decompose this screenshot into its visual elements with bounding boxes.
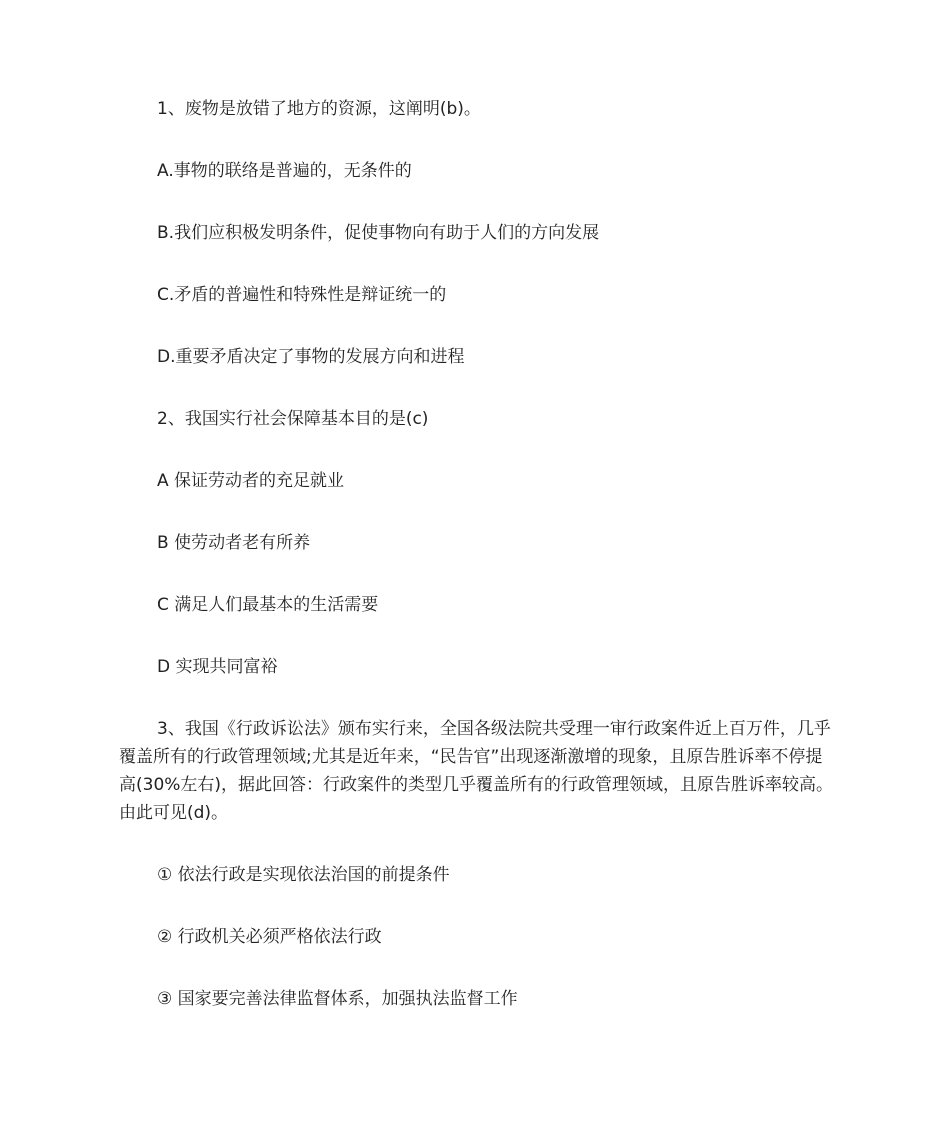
question-2: 2、我国实行社会保障基本目的是(c) xyxy=(157,409,429,429)
document-body xyxy=(119,95,839,1013)
question-2-option-a: A 保证劳动者的充足就业 xyxy=(157,471,345,491)
question-2-option-c: C 满足人们最基本的生活需要 xyxy=(157,595,379,615)
question-2-option-d: D 实现共同富裕 xyxy=(157,657,278,677)
question-3-statement-1: ① 依法行政是实现依法治国的前提条件 xyxy=(157,865,450,885)
question-2-option-b: B 使劳动者老有所养 xyxy=(157,533,311,553)
question-1-option-a: A.事物的联络是普遍的，无条件的 xyxy=(157,161,412,181)
question-3-statement-2: ② 行政机关必须严格依法行政 xyxy=(157,927,382,947)
question-1-option-b: B.我们应积极发明条件，促使事物向有助于人们的方向发展 xyxy=(157,223,600,243)
question-3: 3、我国《行政诉讼法》颁布实行来，全国各级法院共受理一审行政案件近上百万件，几乎覆盖所有的行政管理领域;尤其是近年来，“民告官”出现逐渐激增的现象，且原告胜诉率不停提高(30%左右)，据此回答：行政案件的类型几乎覆盖所有的行政管理领域，且原告胜诉率较高。由此可见(d)。 xyxy=(119,719,834,823)
question-1: 1、废物是放错了地方的资源，这阐明(b)。 xyxy=(157,99,481,119)
question-1-option-d: D.重要矛盾决定了事物的发展方向和进程 xyxy=(157,347,465,367)
question-3-statement-3: ③ 国家要完善法律监督体系，加强执法监督工作 xyxy=(157,989,518,1009)
question-1-option-c: C.矛盾的普遍性和特殊性是辩证统一的 xyxy=(157,285,447,305)
